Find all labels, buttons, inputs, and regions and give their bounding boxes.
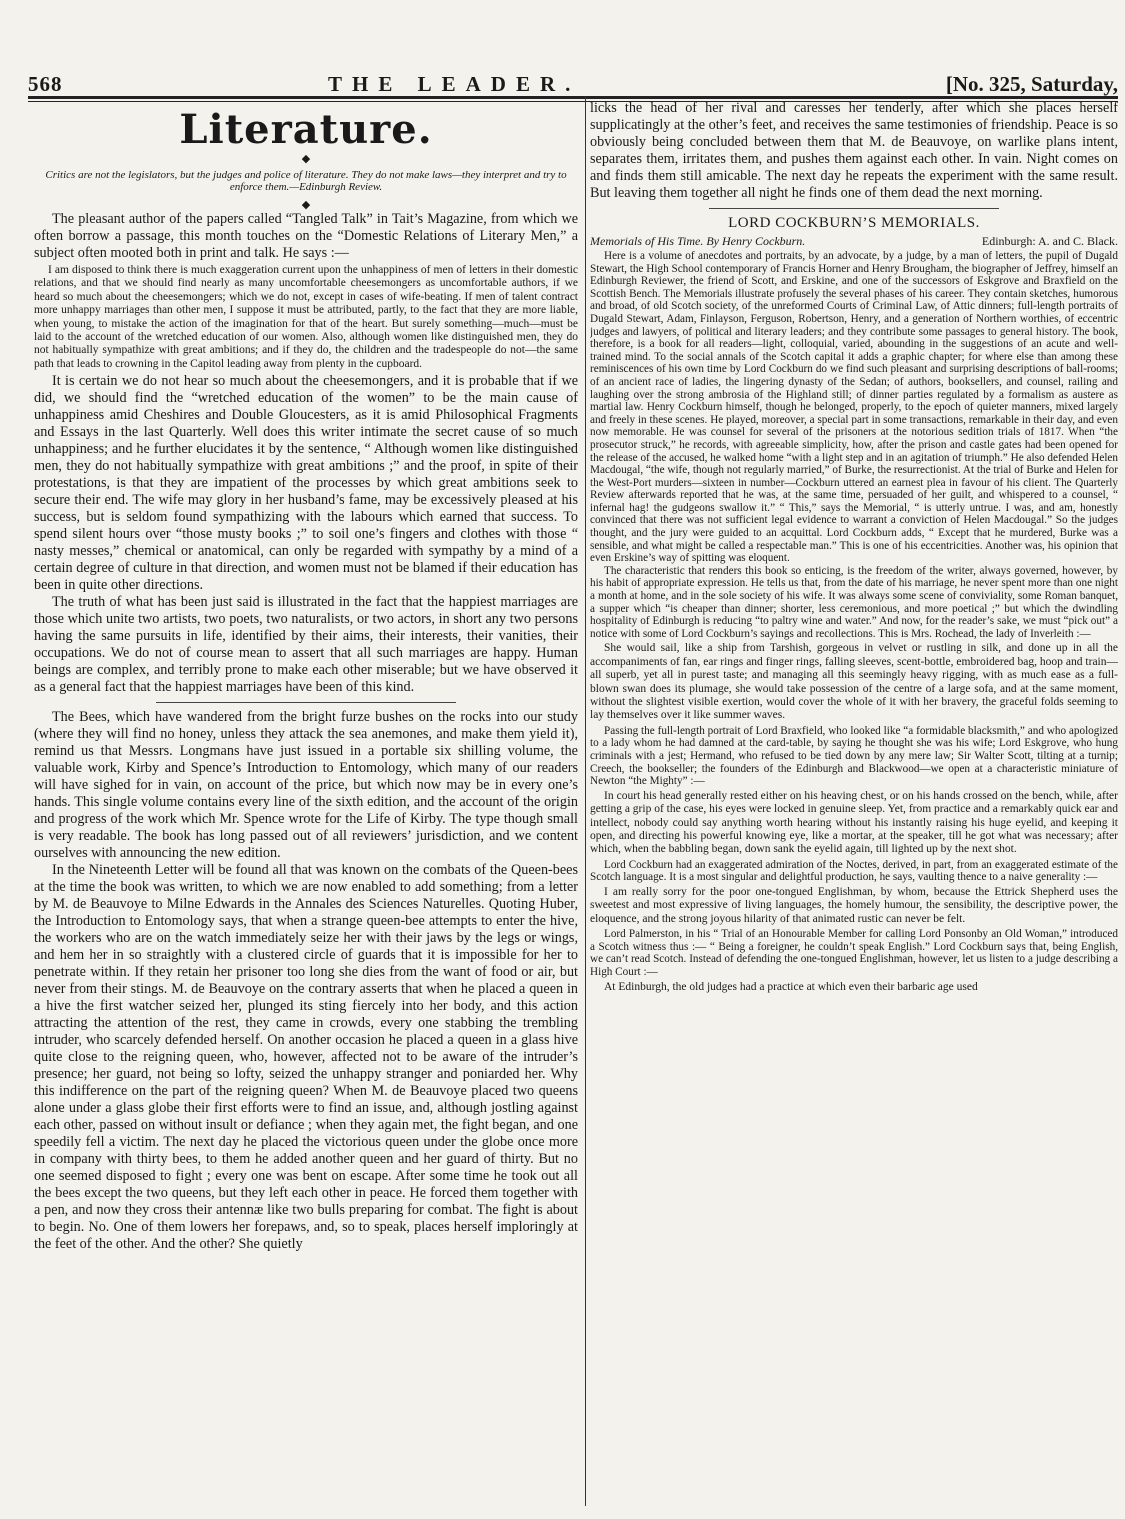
article-paragraph: Passing the full-length portrait of Lord Braxfield, who looked like “a formidable blacksmith,” and who apologized to a lady whom he had damned at the card-table, by saying he thought she was his wife; Lord Eskgrove, who hung criminals with a jest; Hermand, who refused to be tied down by any mere law; Sir Walter Scott, tilting at a turnip; Creech, the bookseller; the founders of the Edinburgh and Blackwood—we open at a characteristic miniature of Newton “the Mighty” :— (590, 724, 1118, 788)
section-motto: Critics are not the legislators, but the judges and police of literature. They do not make laws—they interpret and try to enforce them.—Edinburgh Review. (45, 169, 567, 193)
article-paragraph: In the Nineteenth Letter will be found all that was known on the combats of the Queen-bees at the time the book was written, to which we are now enabled to add something; from a letter by M. de Beauvoye to Milne Edwards in the Annales des Sciences Naturelles. Quoting Huber, the Introduction to Entomology says, that when a strange queen-bee attempts to enter the hive, the workers who are on the watch immediately seize her with their jaws by the legs or wings, and hem her in so straightly with a clustered circle of guards that it is impossible for her to penetrate within. If they retain her prisoner too long she dies from the want of food or air, but never from their stings. M. de Beauvoye on the contrary asserts that when he placed a queen in a hive the first watcher seized her, plunged its sting fiercely into her body, and this action attracting the attention of the rest, they came in crowds, every one stabbing the trembling intruder, who scarcely defended herself. On another occasion he placed a queen in a glass hive quite close to the reigning queen, who, however, affected not to be aware of the intruder’s presence; her guard, not being so lofty, seized the unhappy stranger and poniarded her. Why this indifference on the part of the reigning queen? When M. de Beauvoye placed two queens alone under a glass globe their first efforts were to find an issue, and, although jostling against each other, passed on without insult or defiance ; when they again met, the fight began, and one speedily fell a victim. The next day he placed the victorious queen under the globe once more in company with thirty bees, to them he added another queen and her guard of thirty. But no one seemed disposed to fight ; every one was bent on escape. After some time he took out all the bees except the two queens, but they left each other in peace. He forced them together with a pen, and now they cross their antennæ like two bulls preparing for combat. The fight is about to begin. No. One of them lowers her forepaws, and, so to speak, places herself imploringly at the feet of the other. And the other? She quietly (34, 862, 578, 1253)
block-quote: At Edinburgh, the old judges had a practice at which even their barbaric age used (604, 980, 978, 993)
article-paragraph: The pleasant author of the papers called “Tangled Talk” in Tait’s Magazine, from which we often borrow a passage, this month touches on the “Domestic Relations of Literary Men,” a subject often mooted both in print and talk. He says :— (34, 211, 578, 261)
article-heading: LORD COCKBURN’S MEMORIALS. (728, 215, 980, 231)
page-number: 568 (28, 72, 63, 96)
ornament-icon: ◆ (301, 153, 311, 165)
book-title: Memorials of His Time. By Henry Cockburn. (590, 234, 806, 248)
article-paragraph: It is certain we do not hear so much about the cheesemongers, and it is probable that if we did, we should find the “wretched education of the women” to be the main cause of unhappiness amid Cheshires and Double Gloucesters, as it is amid Philosophical Fragments and Essays in the last Quarterly. Well does this writer intimate the secret cause of so much unhappiness; and he further elucidates it by the sentence, “ Although women like distinguished men, they do not habitually sympathize with great ambitions ;” and the proof, in spite of their protestations, is that they are impatient of the processes by which great ambitions seek to secure their end. The wife may glory in her husband’s fame, may be excessively pleased at his success, but is seldom found sympathizing with the labours which earned that success. To spend silent hours over “those musty books ;” to soil one’s fingers and clothes with those “ nasty messes,” chemical or anatomical, can only be regarded with sympathy by a mind of a certain degree of culture in that direction, and women must not be blamed if their education has been in quite other directions. (34, 373, 578, 594)
article-byline (590, 234, 1118, 248)
block-quote: She would sail, like a ship from Tarshish, gorgeous in velvet or rustling in silk, and done up in all the accompaniments of fan, ear rings and finger rings, falling sleeves, scent-bottle, embroidered bag, hoop and train—all superb, yet all in purest taste; and managing all this seemingly heavy rigging, with as much ease as a full-blown swan does its plumage, she would take possession of the centre of a large sofa, and at the same moment, without the slightest visible exertion, would cover the whole of it with her bravery, the graceful folds seeming to lay themselves over it like summer waves. (590, 642, 1118, 722)
masthead-rule (28, 96, 1118, 99)
article-paragraph: licks the head of her rival and caresses her tenderly, after which she places herself supplicatingly at the other’s feet, and receives the same testimonies of friendship. Peace is so obviously being concluded between them that M. de Beauvoye, on warlike plans intent, separates them, irritates them, and pushes them against each other. In vain. Night comes on and finds them still amicable. The next day he repeats the experiment with the same result. But leaving them together all night he finds one of them dead the next morning. (590, 100, 1118, 201)
ornament-icon: ◆ (301, 199, 311, 211)
article-paragraph: Here is a volume of anecdotes and portraits, by an advocate, by a judge, by a man of letters, the pupil of Dugald Stewart, the High School contemporary of Francis Horner and Henry Brougham, the biographer of Jeffrey, himself an Edinburgh Reviewer, the friend of Scott, and Erskine, and one of the successors of Eskgrove and Braxfield on the Scottish Bench. The Memorials illustrate profusely the several phases of his career. They contain sketches, humorous and broad, of old Scotch society, of the unreformed Courts of Criminal Law, of Attic dinners; full-length portraits of Dugald Stewart, Adam, Finlayson, Ferguson, Robertson, Henry, and a generation of Northern worthies, of eccentric judges and lawyers, of political and literary leaders; and they contribute some passages to general history. The book, therefore, is a book for all readers—light, colloquial, varied, abounding in the suggestions of an acute and well-trained mind. To the social annals of the Scotch capital it adds a graphic chapter; for where else than among these reminiscences of his own time by Lord Cockburn do we find such pleasant and surprising descriptions of ball-rooms; of an ancient race of ladies, the lingering dynasty of the Sedan; of authors, booksellers, and counsel, railing and laughing over the strong ambrosia of the Highland still; of dinner parties regulated by a formalism as austere as martial law. Henry Cockburn himself, though he belonged, properly, to the epoch of quieter manners, mixed largely and freely in these scenes. He played, moreover, a special part in some transactions, remarkable in their day, and even now memorable. He was counsel for several of the prisoners at the notorious sedition trials of 1817. When “the prosecutor struck,” he records, with agreeable simplicity, how, after the prison and castle gates had been opened for the release of the accused, he walked home “with a light step and in an agitation of triumph.” He also defended Helen Macdougal, “the wife, though not regularly married,” of Burke, the resurrectionist. At the trial of Burke and Helen for the West-Port murders—sixteen in number—Cockburn uttered an earnest plea in favour of his client. The Quarterly Review afterwards reported that he was, at the same time, persuaded of her guilt, and whispered to a counsel, “ infernal hag! the gudgeons swallow it.” “ This,” says the Memorial, “ is utterly untrue. I was, and am, honestly convinced that there was not sufficient legal evidence to warrant a conviction of Helen Macdougal.” So the judges thought, and the jury were guided to an acquittal. Lord Cockburn adds, “ Except that he murdered, Burke was a sensible, and what might be called a respectable man.” This is one of his eccentricities. Another was, his opinion that even Erskine’s way of spitting was eloquent. (590, 250, 1118, 565)
block-quote: I am disposed to think there is much exaggeration current upon the unhappiness of men of letters in their domestic relations, and that we should find nearly as many uncomfortable cheesemongers as uncomfortable authors, if we heard so much about the cheesemongers; which we do not, except in cases of wife-beating. If men of talent contract more unhappy marriages than other men, I suppose it must be attributed, partly, to the fact that they are more liable, when young, to mistake the action of the imagination for that of the heart. But surely something—much—must be laid to the account of the wretched education of our women. Also, although women like distinguished men, they do not habitually sympathize with great ambitions; and if they do, the children and the tradespeople do not—the same path that leads to crowning in the Capitol leading away from plenty in the cupboard. (34, 264, 578, 370)
article-paragraph: Lord Cockburn had an exaggerated admiration of the Noctes, derived, in part, from an exaggerated estimate of the Scotch language. It is a most singular and delightful production, he says, vaulting thence to a naive generality :— (590, 858, 1118, 884)
column-divider (585, 96, 586, 1506)
section-heading-literature: Literature. (179, 106, 433, 153)
section-divider (156, 702, 455, 703)
article-paragraph: The Bees, which have wandered from the bright furze bushes on the rocks into our study (where they will find no honey, unless they attack the sea anemones, and make them yield it), remind us that Messrs. Longmans have just issued in a portable six shilling volume, the valuable work, Kirby and Spence’s Introduction to Entomology, which many of our readers will have sighed for in vain, on account of the price, but which now may be in every one’s hands. This single volume contains every line of the sixth edition, and the account of the origin and progress of the work which Mr. Spence wrote for the Life of Kirby. The type though small is very readable. The book has long passed out of all reviewers’ jurisdiction, and we content ourselves with announcing the new edition. (34, 709, 578, 862)
issue-info: [No. 325, Saturday, (945, 72, 1118, 96)
section-divider (709, 208, 999, 209)
article-paragraph: Lord Palmerston, in his “ Trial of an Honourable Member for calling Lord Ponsonby an Old Woman,” introduced a Scotch witness thus :— “ Being a foreigner, he couldn’t speak English.” Lord Cockburn says that, being English, we can’t read Scotch. Instead of defending the one-tongued Englishman, however, let us listen to a judge describing a High Court :— (590, 928, 1118, 979)
newspaper-title: THE LEADER. (328, 72, 581, 96)
article-paragraph: The truth of what has been just said is illustrated in the fact that the happiest marriages are those which unite two artists, two poets, two naturalists, or two actors, in short any two persons having the same pursuits in life, identified by their aims, their interests, their vanities, their occupations. We do not of course mean to assert that all such marriages are happy. Human beings are complex, and terribly prone to make each other miserable; but we have observed it as a general fact that the happiest marriages have been of this kind. (34, 594, 578, 696)
left-column (34, 100, 578, 1510)
right-column (590, 100, 1118, 1510)
block-quote: In court his head generally rested either on his heaving chest, or on his hands crossed on the bench, while, after getting a grip of the case, his eyes were locked in genuine sleep. Yet, from practice and a remarkably quick ear and intellect, nobody could say anything worth hearing without his instantly raising his huge eyelid, and keeping it open, and directing his powerful knowing eye, like a mortar, at the speaker, till he got what was necessary; after which, when the babbling began, down sank the eyelid again, till lighted up by the next shot. (590, 789, 1118, 856)
article-paragraph: The characteristic that renders this book so enticing, is the freedom of the writer, always governed, however, by his habit of appropriate expression. He tells us that, from the date of his marriage, he never spent more than one night a month at home, and in the sole society of his wife. It was always some scene of conviviality, some Roman banquet, a supper which “is cheaper than dinner; shorter, less ceremonious, and more poetical ;” but which the dwindling hospitality of Edinburgh is reducing “to paltry wine and water.” And now, for the reader’s sake, we must “pick out” a notice with some of Lord Cockburn’s sayings and recollections. This is Mrs. Rochead, the lady of Inverleith :— (590, 564, 1118, 640)
publisher: Edinburgh: A. and C. Black. (981, 234, 1118, 248)
block-quote: I am really sorry for the poor one-tongued Englishman, by whom, because the Ettrick Shepherd uses the sweetest and most expressive of living languages, the homely humour, the sensibility, the descriptive power, the eloquence, and the strong joyous hilarity of that animated rustic can never be felt. (590, 886, 1118, 925)
